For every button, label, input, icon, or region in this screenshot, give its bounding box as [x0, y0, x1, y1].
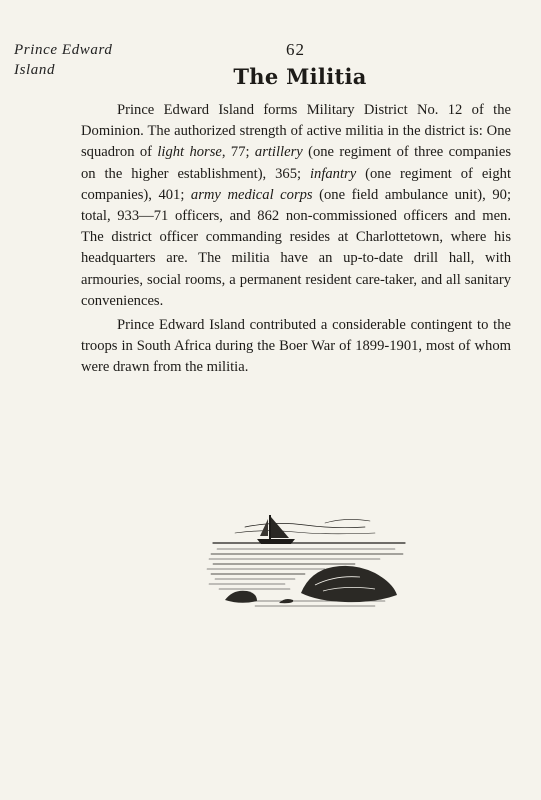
body-text [81, 100, 511, 382]
paragraph-2: Prince Edward Island contributed a considerable contingent to the troops in South Africa during the Boer War of 1899-1901, most of whom were drawn from the militia. [81, 317, 511, 376]
running-head-line1: Prince Edward [14, 42, 113, 58]
running-head-line2: Island [14, 62, 56, 78]
italic-artillery: artillery [254, 144, 303, 161]
paragraph-1-text-3: (one regiment of three companies on the higher establishment), 365; [81, 144, 512, 182]
paragraph-1-text-2: , 77; [221, 144, 255, 161]
section-heading: The Militia [233, 64, 367, 89]
page-number: 62 [286, 40, 305, 59]
paragraph-1-text-4: (one regiment of eight companies), 401; [81, 165, 511, 203]
paragraph-1 [81, 100, 511, 312]
paragraph-1-text-1: Prince Edward Island forms Military District No. 12 of the Dominion. The authorized strength of active militia in the district is: One squadron of [81, 102, 511, 161]
italic-light-horse: light horse [157, 144, 222, 161]
italic-army-medical-corps: army medical corps [190, 186, 313, 203]
paragraph-1-text-5: (one field ambulance unit), 90; total, 933—71 officers, and 862 non-commissioned officers and men. The district officer commanding resides at Charlottetown, where his headquarters are. The militia have an up-to-date drill hall, with armouries, social rooms, a permanent resident care-taker, and all sanitary conveniences. [81, 186, 511, 309]
sailboat-seascape-vignette-icon [205, 505, 410, 620]
italic-infantry: infantry [309, 165, 357, 182]
